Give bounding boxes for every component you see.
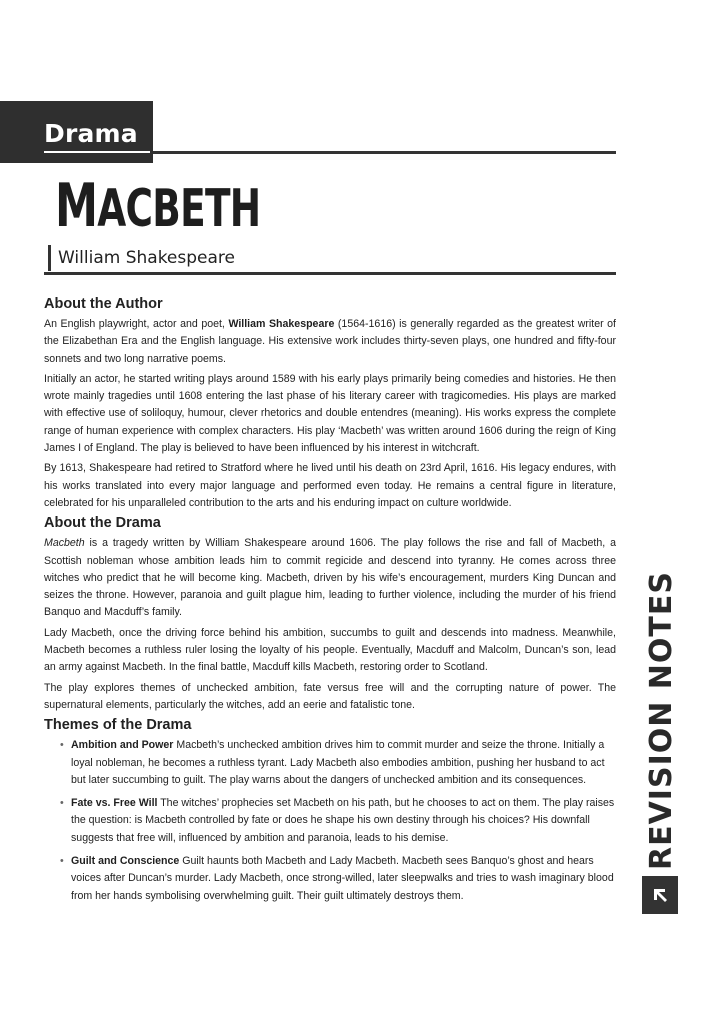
themes-section <box>44 717 616 905</box>
bullet-icon: • <box>60 855 64 868</box>
header-rule <box>153 151 616 154</box>
revision-notes-tab <box>638 571 679 920</box>
title-rule <box>44 272 616 275</box>
about-author-heading: About the Author <box>44 296 163 312</box>
author-name: William Shakespeare <box>58 248 235 268</box>
about-drama-paragraph-1: Macbeth is a tragedy written by William Shakespeare around 1606. The play follows the rise and fall of Macbeth, a Scottish nobleman whose ambition leads him to commit regicide and descend into tyranny. He comes across three witches who predict that he will become king. Macbeth, driven by his wife’s encouragement, murders King Duncan and seizes the throne. However, paranoia and guilt plague him, leading to further violence, including the murder of his friend Banquo and Macduff’s family. <box>44 537 616 619</box>
revision-notes-label: REVISION NOTES <box>644 571 679 870</box>
about-author-paragraph-3: By 1613, Shakespeare had retired to Stratford where he lived until his death on 23rd April, 1616. His legacy endures, with his works translated into every major language and performed even today. He remains a central figure in literature, celebrated for his unparalleled contribution to the arts and his enduring impact on culture worldwide. <box>44 462 616 509</box>
about-author-paragraph-2: Initially an actor, he started writing plays around 1589 with his early plays primarily being comedies and histories. He then wrote mainly tragedies until 1608 entering the last phase of his literary career with tragicomedies. His plays are marked with effective use of soliloquy, humour, clever rhetorics and double entendres (meaning). His works express the complete range of human experience with complex characters. His play ‘Macbeth’ was written around 1606 during the reign of King James I of England. The play is believed to have been influenced by his interest in witchcraft. <box>44 372 616 455</box>
about-drama-paragraph-3: The play explores themes of unchecked ambition, fate versus free will and the corrupting nature of power. The supernatural elements, particularly the witches, add an eerie and fatalistic tone. <box>44 681 616 711</box>
about-author-section <box>44 296 616 512</box>
play-title: MACBETH <box>55 171 261 241</box>
bullet-icon: • <box>60 739 64 752</box>
section-tag <box>0 101 153 163</box>
themes-list <box>58 737 616 905</box>
arrow-up-left-icon <box>642 876 678 914</box>
main-content <box>44 294 616 911</box>
list-item: • Ambition and Power Macbeth’s unchecked ambition drives him to commit murder and seize the throne. Initially a loyal nobleman, he becomes a ruthless tyrant. Lady Macbeth also embodies ambition, pushing her husband to act but later succumbing to guilt. The play warns about the dangers of unchecked ambition and its consequences. <box>60 739 605 786</box>
title-block <box>55 171 340 241</box>
list-item: • Fate vs. Free Will The witches’ prophecies set Macbeth on his path, but he chooses to act on them. The play raises the question: is Macbeth controlled by fate or does he shape his own destiny through his choices? His downfall suggests that free will, influenced by ambition and paranoia, leads to his demise. <box>60 797 615 844</box>
section-tag-underline <box>44 151 150 153</box>
themes-heading: Themes of the Drama <box>44 717 192 734</box>
list-item: • Guilt and Conscience Guilt haunts both Macbeth and Lady Macbeth. Macbeth sees Banquo’s ghost and hears voices after Duncan’s murder. Lady Macbeth, once strong-willed, later sleepwalks and tries to wash imaginary blood from her hands symbolising overwhelming guilt. Their guilt ultimately destroys them. <box>60 855 614 902</box>
bullet-icon: • <box>60 797 64 810</box>
section-tag-label: Drama <box>44 119 138 148</box>
about-drama-heading: About the Drama <box>44 515 161 532</box>
about-drama-section <box>44 515 616 714</box>
about-drama-paragraph-2: Lady Macbeth, once the driving force behind his ambition, succumbs to guilt and descends into madness. Meanwhile, Macbeth becomes a ruthless ruler losing the loyalty of his people. Eventually, Macduff and Malcolm, Duncan’s son, lead an army against Macbeth. In the final battle, Macduff kills Macbeth, restoring order to Scotland. <box>44 626 616 674</box>
about-author-paragraph-1: An English playwright, actor and poet, William Shakespeare (1564-1616) is generally regarded as the greatest writer of the Elizabethan Era and the English language. His extensive work includes thirty-seven plays, one hundred and fifty-four sonnets and two long narrative poems. <box>44 318 616 365</box>
author-accent-bar <box>48 245 51 271</box>
